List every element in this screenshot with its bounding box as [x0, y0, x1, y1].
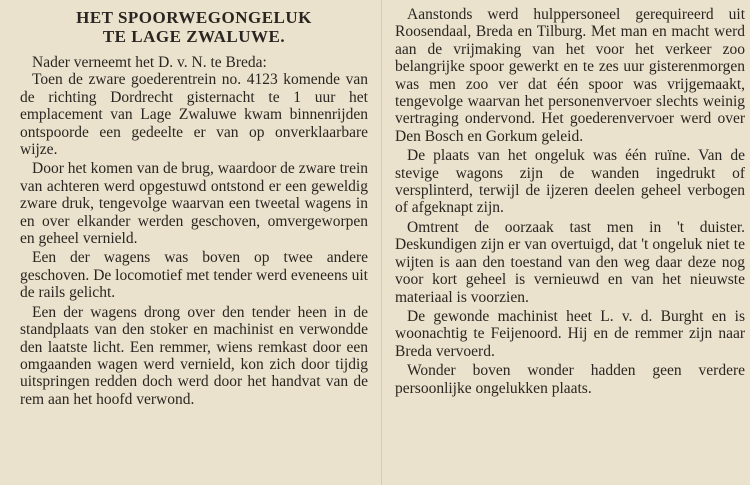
- article-title: [20, 8, 368, 46]
- paragraph: Een der wagens was boven op twee andere geschoven. De locomotief met tender werd eveneens uit de rails gelicht.: [20, 249, 368, 302]
- paragraph: Door het komen van de brug, waardoor de zware trein van achteren werd opgestuwd ontstond er een geweldig zware druk, tengevolge waarvan een tweetal wagens in en over elkander werden geschoven, omvergeworpen en geheel vernield.: [20, 160, 368, 248]
- paragraph: Wonder boven wonder hadden geen verdere persoonlijke ongelukken plaats.: [395, 362, 745, 397]
- paragraph: De gewonde machinist heet L. v. d. Burght en is woonachtig te Feijenoord. Hij en de remmer zijn naar Breda vervoerd.: [395, 307, 745, 360]
- byline: Nader verneemt het D. v. N. te Breda:: [32, 54, 267, 71]
- paragraph: Aanstonds werd hulppersoneel gerequireerd uit Roosendaal, Breda en Tilburg. Met man en macht werd aan de vrijmaking van het voor het verkeer zoo belangrijke spoor gewerkt en te zes uur gisterenmorgen was men zoo ver dat één spoor was vrijgemaakt, tengevolge waarvan het personenvervoer slechts weinig vertraging ondervond. Het goederenvervoer werd over Den Bosch en Gorkum geleid.: [395, 6, 745, 145]
- left-column: [20, 6, 368, 410]
- paragraph: Omtrent de oorzaak tast men in 't duister. Deskundigen zijn er van overtuigd, dat 't ongeluk niet te wijten is aan den toestand van den weg daar deze nog voor kort geheel is vernieuwd en van het nieuwste materiaal is voorzien.: [395, 218, 745, 306]
- title-line-1: HET SPOORWEGONGELUK: [76, 8, 312, 27]
- title-line-2: TE LAGE ZWALUWE.: [102, 27, 286, 46]
- paragraph: Toen de zware goederentrein no. 4123 komende van de richting Dordrecht gisternacht te 1 uur het emplacement van Lage Zwaluwe kwam binnenrijden ontspoorde een gedeelte er van op onverklaarbare wijze.: [20, 71, 368, 159]
- column-divider: [381, 0, 382, 485]
- right-column: [395, 6, 745, 399]
- paragraph: Een der wagens drong over den tender heen in de standplaats van den stoker en machinist en verwondde den laatste licht. Een remmer, wiens remkast door een omgaanden wagen werd vernield, kon zich door tijdig uitspringen redden doch werd door het handvat van de rem aan het hoofd verwond.: [20, 303, 368, 408]
- paragraph: De plaats van het ongeluk was één ruïne. Van de stevige wagons zijn de wanden ingedrukt of versplinterd, terwijl de ijzeren deelen geheel verbogen of afgeknapt zijn.: [395, 147, 745, 217]
